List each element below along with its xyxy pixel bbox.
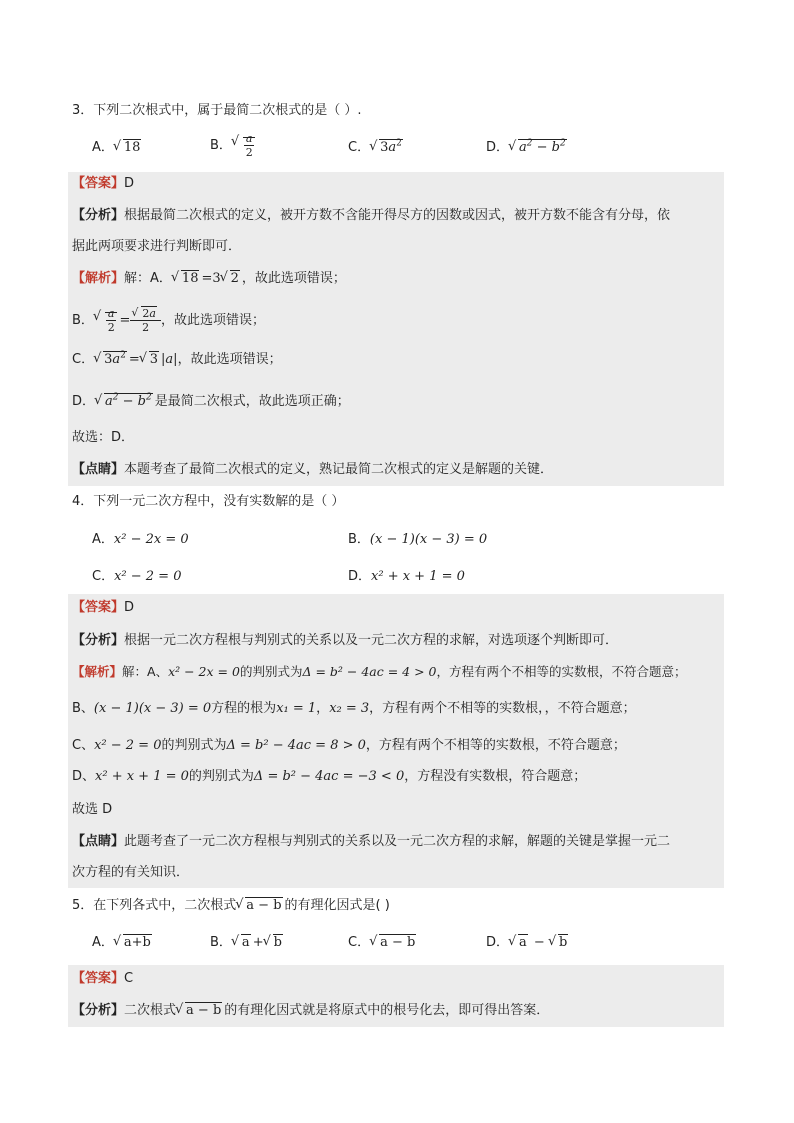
q4-option-c: C．x² − 2 = 0	[92, 569, 182, 584]
q3-solution-c: C．√ $3a^2$ =√ 3 |a|，故此选项错误；	[72, 349, 282, 371]
q3-stem: 3．下列二次根式中，属于最简二次根式的是（ ）.	[72, 103, 362, 118]
q4-solution-a: 【解析】解：A、x² − 2x = 0的判别式为Δ = b² − 4ac = 4 > 0，方程有两个不相等的实数根，不符合题意；	[72, 664, 687, 679]
q3-analysis-line-2: 据此两项要求进行判断即可．	[72, 239, 242, 254]
q4-analysis: 【分析】根据一元二次方程根与判别式的关系以及一元二次方程的求解，对选项逐个判断即可．	[72, 633, 619, 648]
q4-comment-line-2: 次方程的有关知识．	[72, 865, 190, 880]
q4-stem: 4．下列一元二次方程中，没有实数解的是（ ）	[72, 494, 345, 509]
q5-option-d: D．√ a − √ b	[486, 932, 570, 954]
q3-analysis-line-1: 【分析】根据最简二次根式的定义，被开方数不含能开得尽方的因数或因式，被开方数不能含有分母，依	[72, 208, 671, 223]
q5-option-b: B．√ a +√ b	[210, 932, 285, 954]
q3-option-c: C．√ $3a^2$	[348, 137, 405, 159]
q4-solution-d: D、x² + x + 1 = 0的判别式为Δ = b² − 4ac = −3 < 0，方程没有实数根，符合题意；	[72, 769, 587, 784]
q3-solution-d: D．√ $a^2 - b^2$ 是最简二次根式，故此选项正确；	[72, 391, 350, 413]
q3-solution-a: 【解析】解：A．√ 18 =3√ 2 ，故此选项错误；	[72, 268, 346, 290]
q4-option-a: A．x² − 2x = 0	[92, 532, 189, 547]
q4-solution-c: C、x² − 2 = 0的判别式为Δ = b² − 4ac = 8 > 0，方程有两个不相等的实数根，不符合题意；	[72, 738, 626, 753]
q3-option-a: A．√ 18	[92, 137, 143, 159]
q3-answer: 【答案】D	[72, 176, 135, 191]
q4-solution-b: B、(x − 1)(x − 3) = 0方程的根为x₁ = 1，x₂ = 3，方程有两个不相等的实数根，，不符合题意；	[72, 701, 636, 716]
q4-choose: 故选 D	[72, 802, 113, 817]
q3-solution-b: B． √ $\frac{a}{2}$ = √ $\frac{2a}{2}$ ，故此选项错误；	[72, 307, 265, 334]
q3-choose: 故选：D．	[72, 430, 135, 445]
q3-option-d: D．√ $a^2 - b^2$	[486, 137, 569, 159]
q5-option-a: A．√ a+b	[92, 932, 154, 954]
q5-stem: 5．在下列各式中，二次根式√ a − b 的有理化因式是( )	[72, 895, 390, 917]
q4-comment-line-1: 【点睛】此题考查了一元二次方程根与判别式的关系以及一元二次方程的求解，解题的关键是掌握一元二	[72, 834, 671, 849]
q4-option-d: D．x² + x + 1 = 0	[348, 569, 465, 584]
q4-option-b: B．(x − 1)(x − 3) = 0	[348, 532, 488, 547]
q5-answer: 【答案】C	[72, 971, 134, 986]
q5-option-c: C．√ a − b	[348, 932, 418, 954]
q4-answer: 【答案】D	[72, 600, 135, 615]
q3-comment: 【点睛】本题考查了最简二次根式的定义，熟记最简二次根式的定义是解题的关键．	[72, 462, 554, 477]
q5-analysis: 【分析】二次根式√ a − b 的有理化因式就是将原式中的根号化去，即可得出答案．	[72, 1000, 549, 1022]
q3-option-b: B． √ $\frac{a}{2}$	[210, 132, 257, 159]
